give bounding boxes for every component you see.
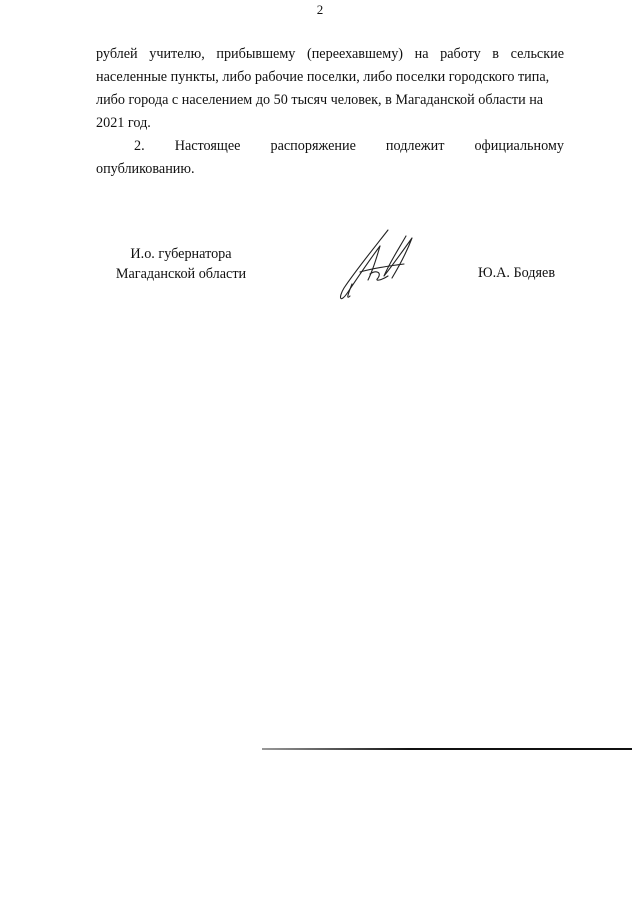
bottom-divider-line <box>262 748 632 750</box>
paragraph-2-line-2: опубликованию. <box>96 161 195 177</box>
document-body <box>96 43 564 181</box>
paragraph-1-line-4: 2021 год. <box>96 115 151 131</box>
paragraph-1-line-3: либо города с населением до 50 тысяч человек, в Магаданской области на <box>96 92 544 108</box>
handwritten-signature <box>330 226 430 306</box>
signatory-title <box>96 244 266 284</box>
paragraph-1-line-1: рублей учителю, прибывшему (переехавшему) на работу в сельские <box>96 46 564 62</box>
page-number: 2 <box>316 2 324 17</box>
paragraph-2-line-1: 2. Настоящее распоряжение подлежит официальному <box>134 138 564 154</box>
signatory-title-line-2: Магаданской области <box>115 266 247 282</box>
signatory-title-line-1: И.о. губернатора <box>130 246 232 262</box>
signatory-name: Ю.А. Бодяев <box>478 265 556 281</box>
paragraph-1-line-2: населенные пункты, либо рабочие поселки, либо поселки городского типа, <box>96 69 550 85</box>
